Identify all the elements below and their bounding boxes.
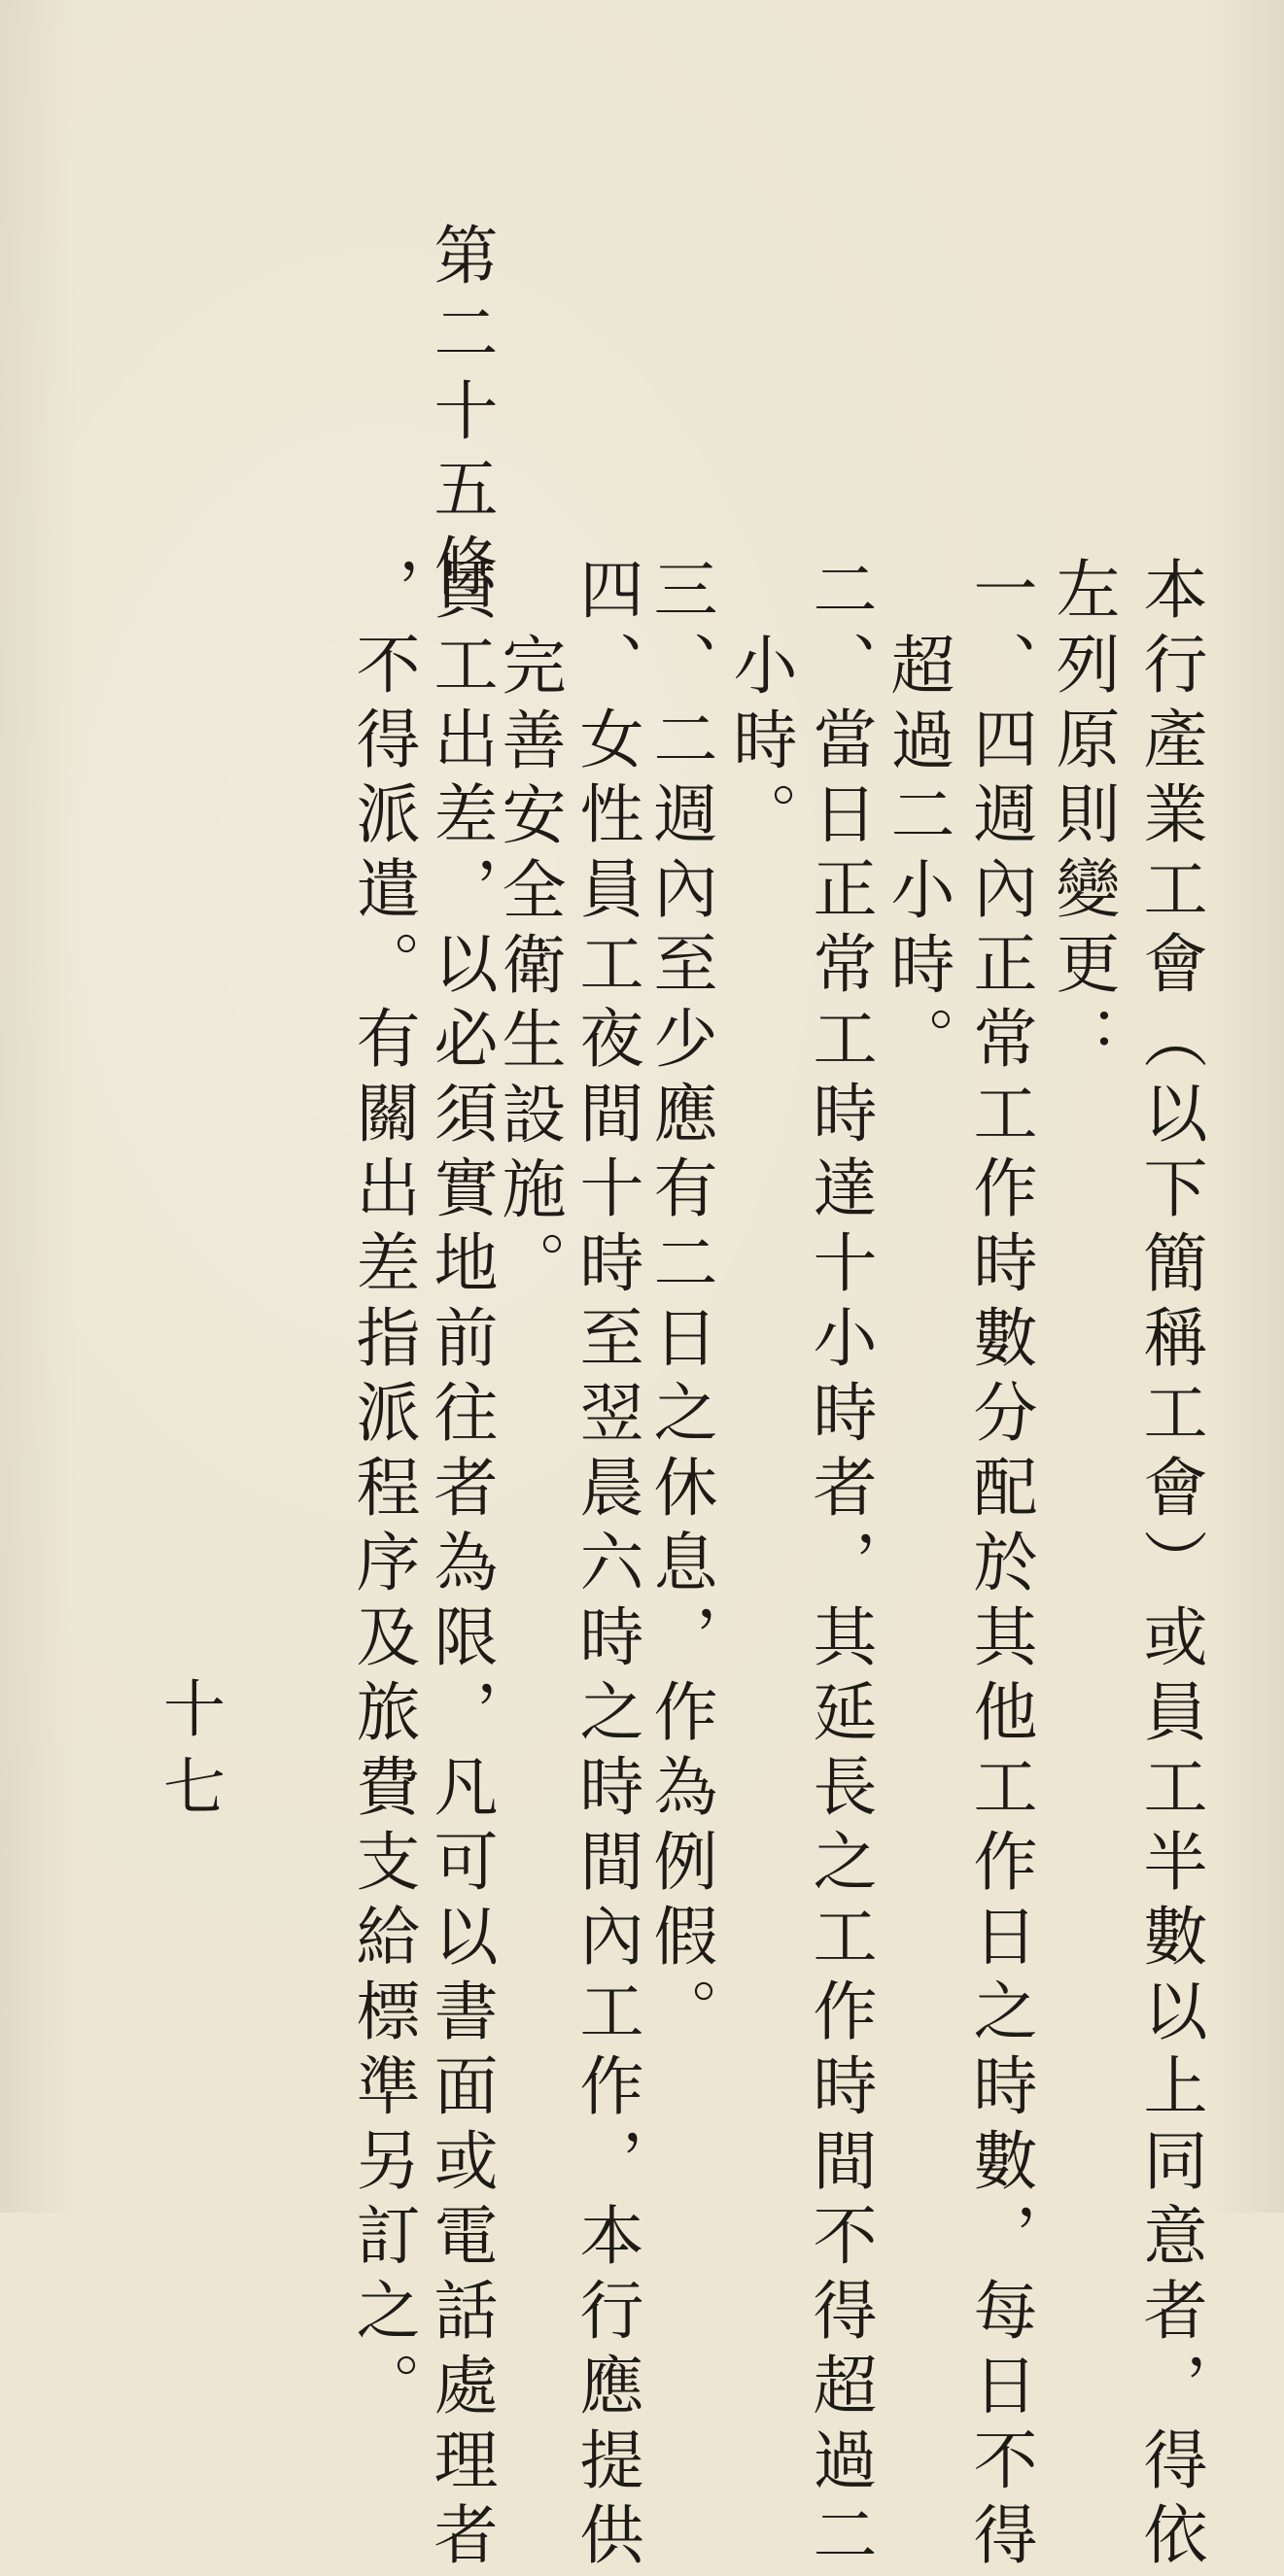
item-1-line-1: 一、四週內正常工作時數分配於其他工作日之時數，每日不得 [962, 556, 1037, 2576]
item-4-line-1: 四、女性員工夜間十時至翌晨六時之時間內工作，本行應提供 [569, 556, 643, 2576]
article-25-line-2: ，不得派遣。有關出差指派程序及旅費支給標準另訂之。 [345, 556, 420, 2426]
article-25-heading: 第二十五條 [423, 222, 498, 610]
item-1-line-2: 超過二小時。 [880, 632, 954, 1081]
article-25-line-1: 員工出差，以必須實地前往者為限，凡可以書面或電話處理者 [423, 556, 498, 2576]
item-2-line-1: 二、當日正常工時達十小時者，其延長之工作時間不得超過二 [802, 556, 877, 2576]
intro-line-1: 本行產業工會（以下簡稱工會）或員工半數以上同意者，得依 [1132, 556, 1207, 2576]
item-2-line-2: 小時。 [722, 632, 797, 856]
item-4-line-2: 完善安全衛生設施。 [491, 632, 566, 1305]
page-number: 十七 [153, 1676, 225, 1832]
intro-line-2: 左列原則變更： [1045, 556, 1120, 1080]
item-3-line-1: 三、二週內至少應有二日之休息，作為例假。 [642, 556, 717, 2052]
